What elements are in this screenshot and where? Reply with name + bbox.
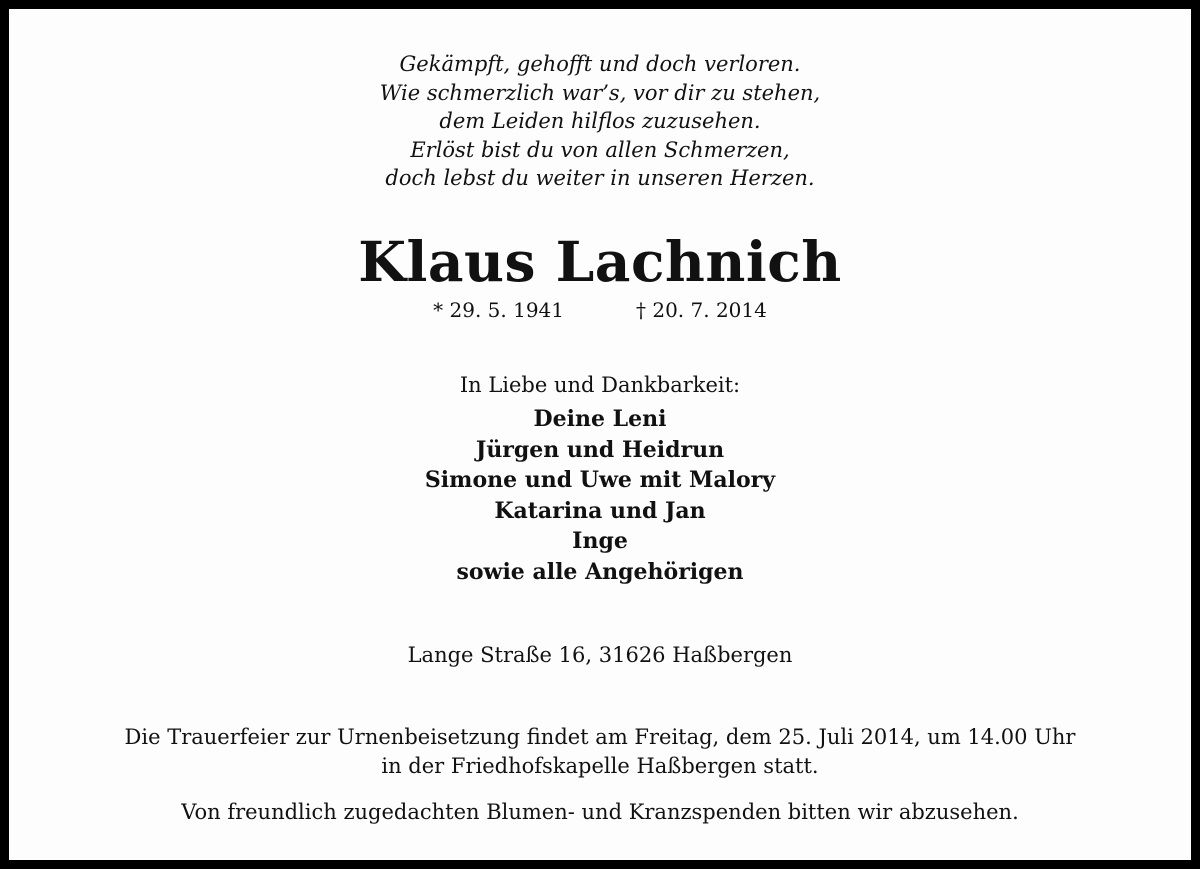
mourners-list <box>9 404 1191 588</box>
poem-line: Wie schmerzlich war’s, vor dir zu stehen, <box>379 80 821 105</box>
mourner-name: sowie alle Angehörigen <box>456 558 744 585</box>
birth-date: * 29. 5. 1941 <box>433 298 564 322</box>
poem-line: dem Leiden hilflos zuzusehen. <box>439 109 761 133</box>
mourners-intro: In Liebe und Dankbarkeit: <box>459 373 741 397</box>
mourner-name: Katarina und Jan <box>494 497 706 524</box>
mourner-name: Deine Leni <box>533 406 667 432</box>
deceased-name: Klaus Lachnich <box>358 229 842 294</box>
mourner-name: Inge <box>572 528 628 555</box>
mourner-name: Jürgen und Heidrun <box>475 436 725 463</box>
funeral-service-info <box>9 723 1191 781</box>
poem-line: Erlöst bist du von allen Schmerzen, <box>410 137 790 162</box>
service-line: Die Trauerfeier zur Urnenbeisetzung findet am Freitag, dem 25. Juli 2014, um 14.00 Uhr <box>124 725 1076 749</box>
life-dates <box>9 297 1191 323</box>
poem-line: doch lebst du weiter in unseren Herzen. <box>385 166 815 190</box>
family-address: Lange Straße 16, 31626 Haßbergen <box>407 643 793 667</box>
death-date: † 20. 7. 2014 <box>636 298 767 322</box>
mourner-name: Simone und Uwe mit Malory <box>424 467 776 494</box>
memorial-poem <box>9 50 1191 193</box>
flowers-note: Von freundlich zugedachten Blumen- und Kranzspenden bitten wir abzusehen. <box>181 800 1019 824</box>
poem-line: Gekämpft, gehofft und doch verloren. <box>399 52 801 76</box>
service-line: in der Friedhofskapelle Haßbergen statt. <box>381 754 819 778</box>
